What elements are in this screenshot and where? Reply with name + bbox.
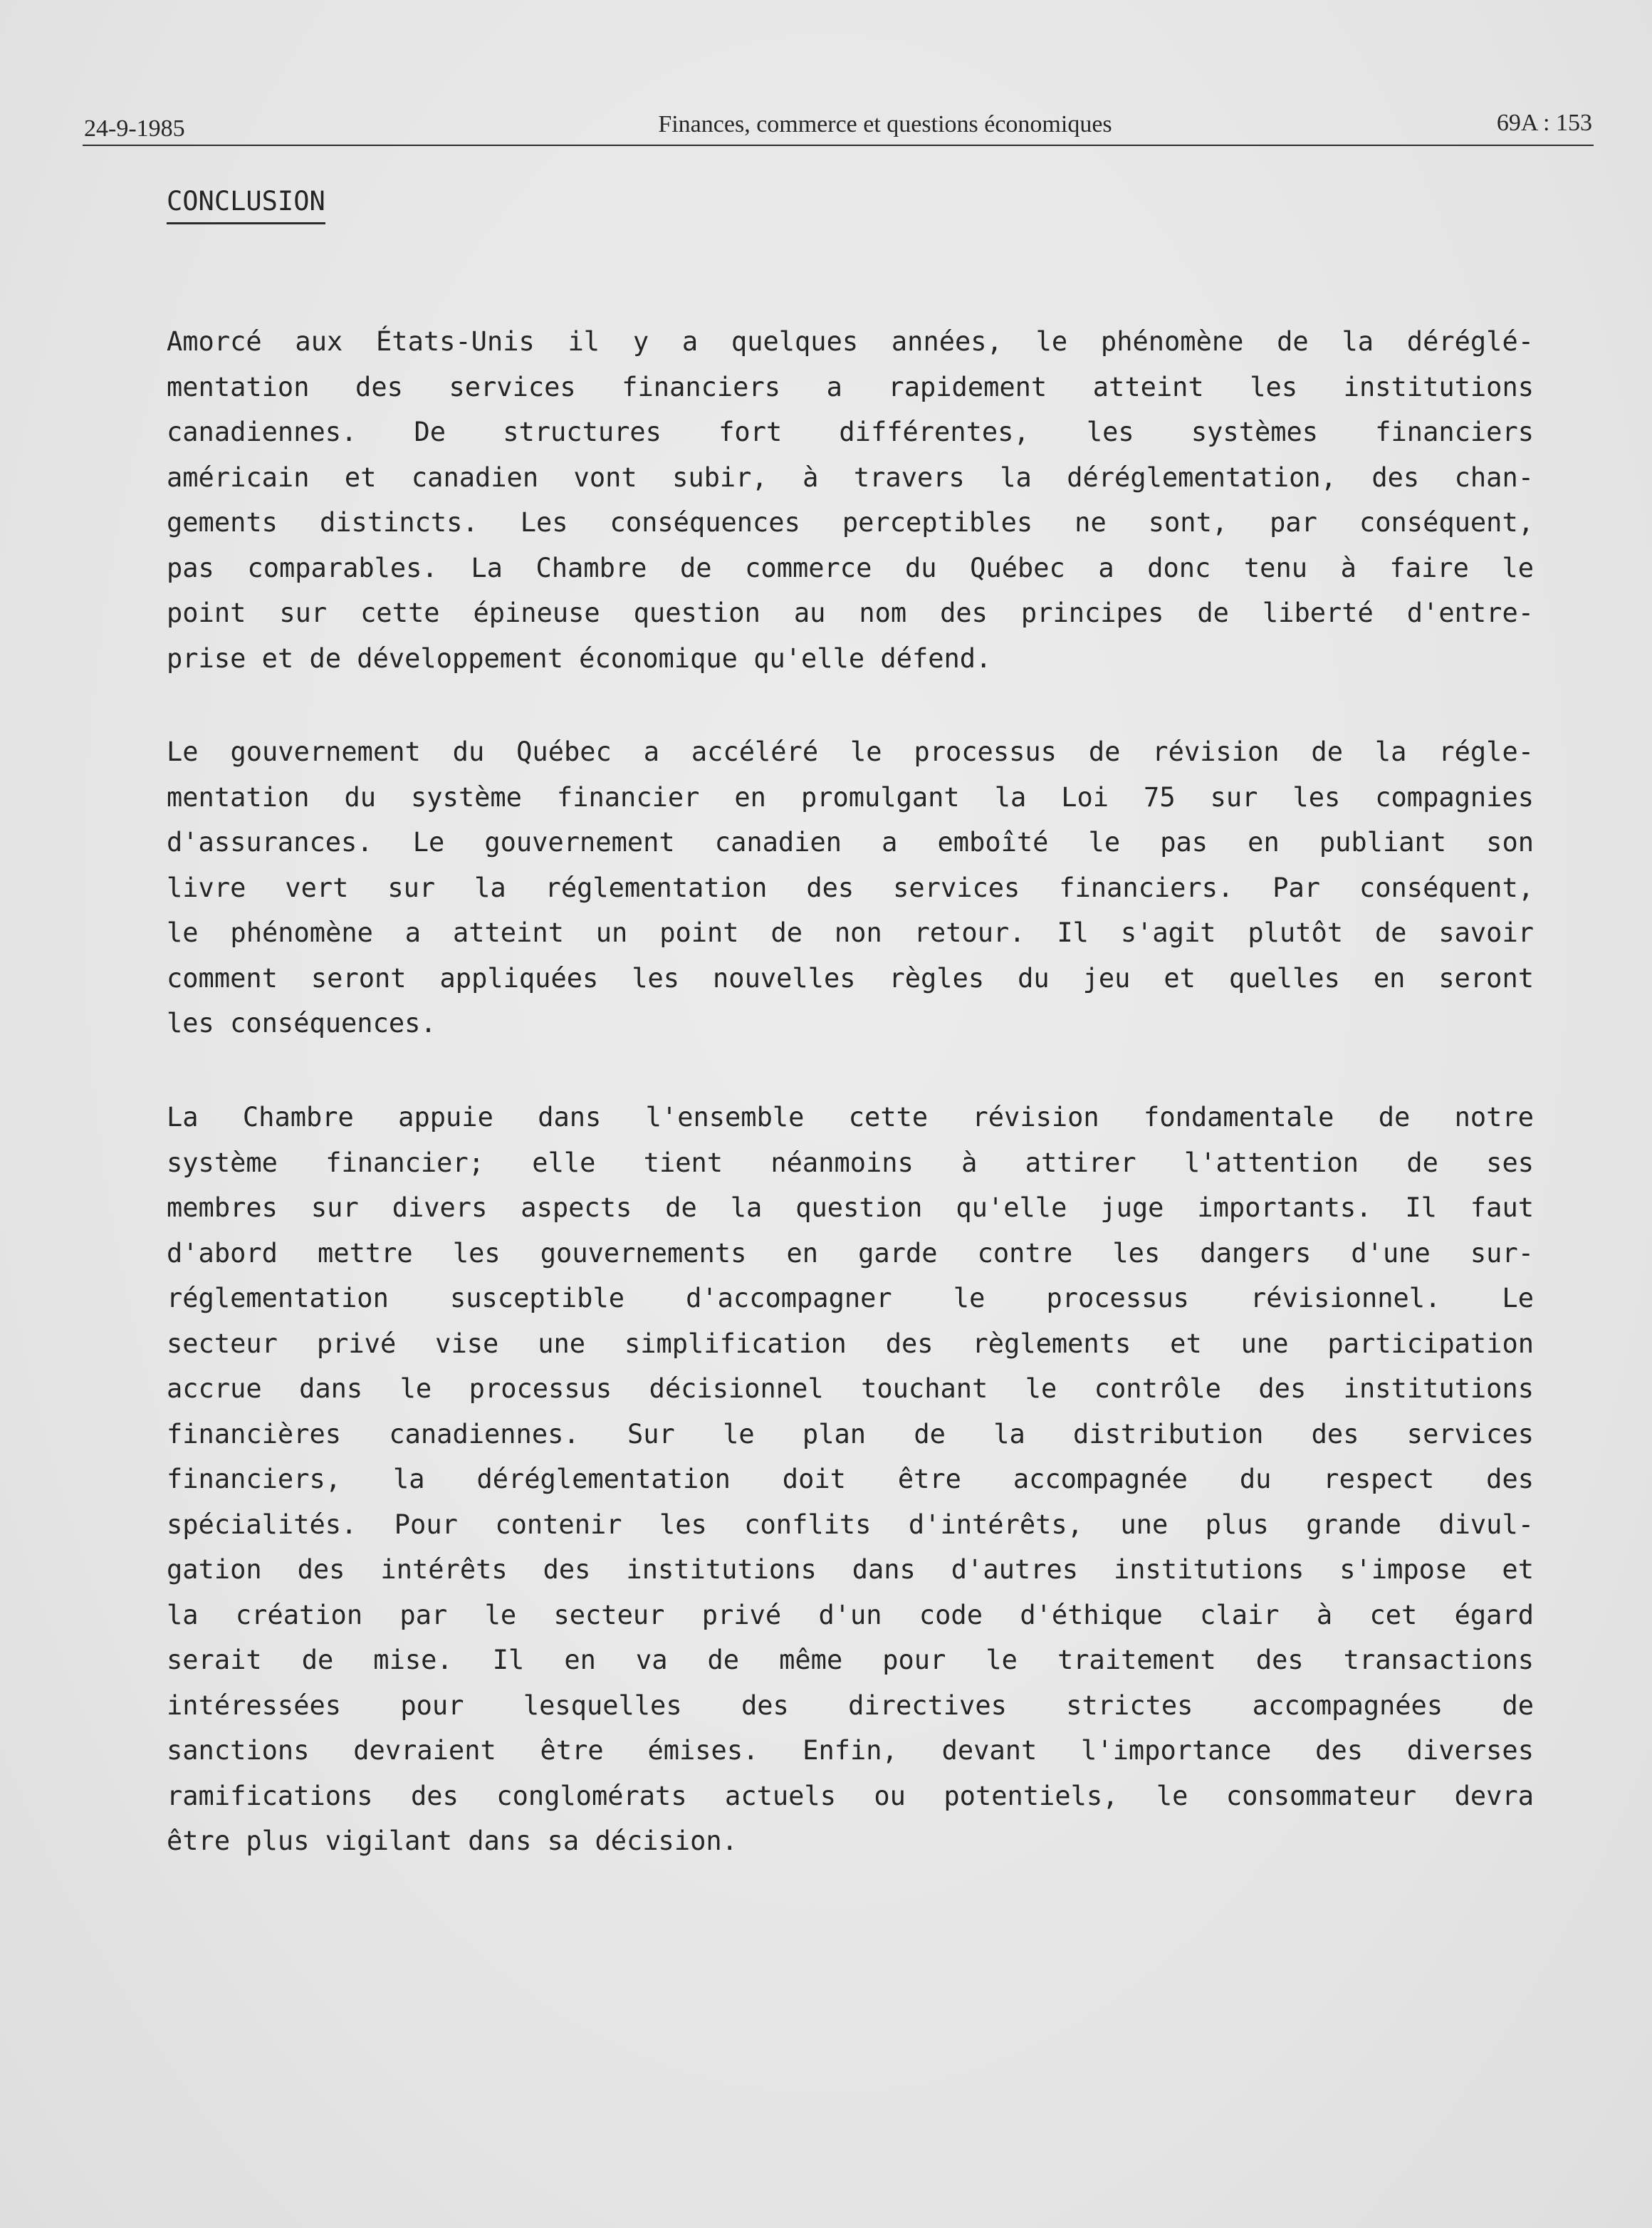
text-line: ramifications des conglomérats actuels ou potentiels, le consommateur devra [167, 1780, 1534, 1811]
header-title: Finances, commerce et questions économiques [658, 111, 1112, 137]
text-line: canadiennes. De structures fort différentes, les systèmes financiers [167, 417, 1534, 447]
text-line: mentation du système financier en promulgant la Loi 75 sur les compagnies [167, 781, 1534, 813]
text-line: serait de mise. Il en va de même pour le traitement des transactions [167, 1645, 1534, 1675]
text-line: d'abord mettre les gouvernements en garde contre les dangers d'une sur- [167, 1237, 1534, 1269]
text-line: membres sur divers aspects de la question qu'elle juge importants. Il faut [167, 1192, 1534, 1223]
text-line: américain et canadien vont subir, à travers la déréglementation, des chan- [167, 462, 1534, 493]
text-line: la création par le secteur privé d'un code d'éthique clair à cet égard [167, 1599, 1534, 1630]
text-line: Amorcé aux États-Unis il y a quelques années, le phénomène de la déréglé- [167, 326, 1534, 357]
text-line: financières canadiennes. Sur le plan de la distribution des services [167, 1418, 1534, 1449]
text-line: accrue dans le processus décisionnel touchant le contrôle des institutions [167, 1373, 1534, 1404]
text-line: réglementation susceptible d'accompagner le processus révisionnel. Le [167, 1283, 1534, 1313]
text-line: prise et de développement économique qu'elle défend. [167, 642, 992, 674]
text-line: spécialités. Pour contenir les conflits d'intérêts, une plus grande divul- [167, 1509, 1534, 1540]
running-header [84, 107, 1592, 147]
text-line: gation des intérêts des institutions dans d'autres institutions s'impose et [167, 1554, 1534, 1585]
text-line: les conséquences. [167, 1008, 436, 1038]
text-line: secteur privé vise une simplification des règlements et une participation [167, 1328, 1534, 1359]
paragraph-2 [167, 729, 1534, 1046]
text-line: système financier; elle tient néanmoins à attirer l'attention de ses [167, 1147, 1534, 1178]
text-line: sanctions devraient être émises. Enfin, devant l'importance des diverses [167, 1735, 1534, 1766]
text-line: point sur cette épineuse question au nom des principes de liberté d'entre- [167, 598, 1534, 628]
text-line: financiers, la déréglementation doit être accompagnée du respect des [167, 1464, 1534, 1494]
header-date: 24-9-1985 [84, 115, 185, 142]
text-line: Le gouvernement du Québec a accéléré le processus de révision de la régle- [167, 736, 1534, 767]
section-title: CONCLUSION [167, 184, 325, 224]
text-line: le phénomène a atteint un point de non retour. Il s'agit plutôt de savoir [167, 917, 1534, 948]
paragraph-1 [167, 319, 1534, 681]
text-line: mentation des services financiers a rapidement atteint les institutions [167, 371, 1534, 402]
text-line: livre vert sur la réglementation des services financiers. Par conséquent, [167, 872, 1534, 903]
paragraph-3 [167, 1095, 1534, 1864]
text-line: d'assurances. Le gouvernement canadien a emboîté le pas en publiant son [167, 827, 1534, 858]
header-page-number: 69A : 153 [1496, 110, 1592, 136]
text-line: gements distincts. Les conséquences perceptibles ne sont, par conséquent, [167, 507, 1534, 538]
text-line: comment seront appliquées les nouvelles règles du jeu et quelles en seront [167, 962, 1534, 994]
header-rule [83, 145, 1594, 146]
text-line: pas comparables. La Chambre de commerce du Québec a donc tenu à faire le [167, 552, 1534, 583]
text-line: intéressées pour lesquelles des directives strictes accompagnées de [167, 1690, 1534, 1721]
text-line: être plus vigilant dans sa décision. [167, 1826, 738, 1856]
text-line: La Chambre appuie dans l'ensemble cette révision fondamentale de notre [167, 1102, 1534, 1133]
document-body [167, 184, 1534, 1856]
